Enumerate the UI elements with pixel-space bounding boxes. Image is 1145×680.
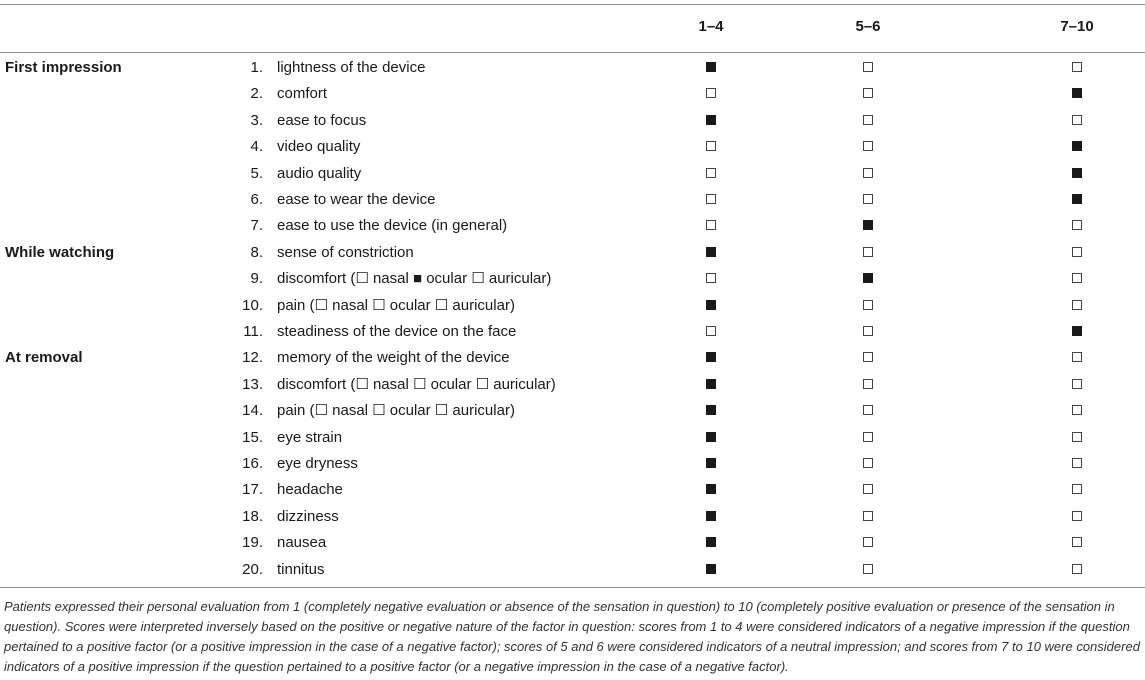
empty-box-icon xyxy=(863,405,873,415)
row-label: headache xyxy=(277,481,343,499)
empty-box-icon xyxy=(863,62,873,72)
row-label: pain (☐ nasal ☐ ocular ☐ auricular) xyxy=(277,296,515,314)
empty-box-icon xyxy=(863,564,873,574)
empty-box-icon xyxy=(1072,537,1082,547)
checked-box-icon xyxy=(863,273,873,283)
empty-box-icon xyxy=(1072,300,1082,310)
empty-box-icon xyxy=(863,141,873,151)
column-header-1-4: 1–4 xyxy=(698,18,724,35)
empty-box-icon xyxy=(863,326,873,336)
checked-box-icon xyxy=(706,564,716,574)
table-row xyxy=(0,293,1145,319)
checked-box-icon xyxy=(706,62,716,72)
checked-box-icon xyxy=(706,511,716,521)
row-label: ease to focus xyxy=(277,111,367,129)
checked-box-icon xyxy=(1072,141,1082,151)
table-top-rule xyxy=(0,4,1145,5)
section-label: First impression xyxy=(5,59,122,76)
empty-box-icon xyxy=(1072,352,1082,362)
empty-box-icon xyxy=(863,458,873,468)
table-row xyxy=(0,108,1145,134)
checked-box-icon xyxy=(706,352,716,362)
table-row xyxy=(0,557,1145,583)
table-row xyxy=(0,477,1145,503)
empty-box-icon xyxy=(706,141,716,151)
row-label: video quality xyxy=(277,138,361,156)
table-row xyxy=(0,451,1145,477)
empty-box-icon xyxy=(706,168,716,178)
row-number: 3. xyxy=(250,111,263,129)
empty-box-icon xyxy=(1072,220,1082,230)
empty-box-icon xyxy=(1072,405,1082,415)
checked-box-icon xyxy=(706,379,716,389)
row-label: comfort xyxy=(277,85,328,103)
empty-box-icon xyxy=(706,273,716,283)
row-number: 19. xyxy=(242,534,263,552)
row-number: 11. xyxy=(243,323,263,340)
row-number: 20. xyxy=(242,560,263,578)
table-row xyxy=(0,55,1145,81)
table-row xyxy=(0,134,1145,160)
column-header-5-6: 5–6 xyxy=(855,18,881,35)
checked-box-icon xyxy=(1072,168,1082,178)
row-label: nausea xyxy=(277,534,327,552)
empty-box-icon xyxy=(863,115,873,125)
empty-box-icon xyxy=(1072,564,1082,574)
table-row xyxy=(0,240,1145,266)
checked-box-icon xyxy=(706,537,716,547)
row-label: eye strain xyxy=(277,428,343,446)
empty-box-icon xyxy=(863,484,873,494)
table-row xyxy=(0,187,1145,213)
checked-box-icon xyxy=(706,115,716,125)
empty-box-icon xyxy=(1072,62,1082,72)
row-label: ease to wear the device xyxy=(277,191,436,208)
table-row xyxy=(0,530,1145,556)
row-label: pain (☐ nasal ☐ ocular ☐ auricular) xyxy=(277,402,515,420)
section-label: At removal xyxy=(5,349,83,367)
row-label: discomfort (☐ nasal ■ ocular ☐ auricular) xyxy=(277,270,552,288)
row-number: 1. xyxy=(250,59,263,76)
row-number: 10. xyxy=(242,296,263,314)
checked-box-icon xyxy=(863,220,873,230)
row-number: 2. xyxy=(250,85,263,103)
section-label: While watching xyxy=(5,243,115,261)
table-row xyxy=(0,345,1145,371)
empty-box-icon xyxy=(1072,379,1082,389)
empty-box-icon xyxy=(706,194,716,204)
row-label: ease to use the device (in general) xyxy=(277,217,508,235)
table-row xyxy=(0,398,1145,424)
row-number: 5. xyxy=(250,164,263,182)
checked-box-icon xyxy=(706,247,716,257)
row-number: 7. xyxy=(250,217,263,235)
checked-box-icon xyxy=(1072,88,1082,98)
row-label: eye dryness xyxy=(277,455,358,472)
empty-box-icon xyxy=(1072,115,1082,125)
header-rule xyxy=(0,52,1145,53)
table-bottom-rule xyxy=(0,587,1145,588)
table-footnote: Patients expressed their personal evaluation from 1 (completely negative evaluation or absence of the sensation in question) to 10 (completely positive evaluation or presence of the sensation in question). Scores were interpreted inversely based on the positive or negative nature of the factor in question: scores from 1 to 4 were considered indicators of a negative impression if the question pertained to a positive factor (or a positive impression in the case of a negative factor); scores of 5 and 6 were considered indicators of a neutral impression; and scores from 7 to 10 were considered indicators of a positive impression if the question pertained to a positive factor (or a negative impression in the case of a negative factor). xyxy=(4,599,1140,674)
empty-box-icon xyxy=(1072,458,1082,468)
empty-box-icon xyxy=(863,537,873,547)
empty-box-icon xyxy=(1072,273,1082,283)
row-number: 14. xyxy=(242,402,263,420)
table-row xyxy=(0,504,1145,530)
row-label: steadiness of the device on the face xyxy=(277,323,517,340)
row-number: 8. xyxy=(250,243,263,261)
row-number: 13. xyxy=(242,375,263,393)
empty-box-icon xyxy=(863,88,873,98)
row-label: tinnitus xyxy=(277,560,325,578)
empty-box-icon xyxy=(706,88,716,98)
column-header-7-10: 7–10 xyxy=(1060,18,1094,35)
table-row xyxy=(0,319,1145,345)
row-number: 18. xyxy=(242,507,263,525)
row-label: memory of the weight of the device xyxy=(277,349,510,367)
table-row xyxy=(0,372,1145,398)
row-number: 6. xyxy=(250,191,263,208)
row-number: 15. xyxy=(242,428,263,446)
row-label: sense of constriction xyxy=(277,243,414,261)
empty-box-icon xyxy=(863,300,873,310)
row-number: 16. xyxy=(242,455,263,472)
row-number: 12. xyxy=(242,349,263,367)
empty-box-icon xyxy=(863,194,873,204)
table-row xyxy=(0,161,1145,187)
empty-box-icon xyxy=(863,247,873,257)
checked-box-icon xyxy=(706,458,716,468)
empty-box-icon xyxy=(863,511,873,521)
empty-box-icon xyxy=(863,432,873,442)
empty-box-icon xyxy=(863,168,873,178)
row-label: audio quality xyxy=(277,164,362,182)
empty-box-icon xyxy=(863,352,873,362)
empty-box-icon xyxy=(863,379,873,389)
table-row xyxy=(0,425,1145,451)
empty-box-icon xyxy=(706,326,716,336)
checked-box-icon xyxy=(706,484,716,494)
row-label: lightness of the device xyxy=(277,59,426,76)
row-label: dizziness xyxy=(277,507,339,525)
empty-box-icon xyxy=(1072,484,1082,494)
checked-box-icon xyxy=(706,300,716,310)
table-row xyxy=(0,213,1145,239)
row-number: 4. xyxy=(250,138,263,156)
table-row xyxy=(0,266,1145,292)
empty-box-icon xyxy=(1072,432,1082,442)
empty-box-icon xyxy=(1072,511,1082,521)
empty-box-icon xyxy=(1072,247,1082,257)
checked-box-icon xyxy=(1072,194,1082,204)
table-row xyxy=(0,81,1145,107)
checked-box-icon xyxy=(1072,326,1082,336)
row-label: discomfort (☐ nasal ☐ ocular ☐ auricular) xyxy=(277,375,556,393)
row-number: 9. xyxy=(250,270,263,288)
row-number: 17. xyxy=(242,481,263,499)
checked-box-icon xyxy=(706,432,716,442)
checked-box-icon xyxy=(706,405,716,415)
empty-box-icon xyxy=(706,220,716,230)
